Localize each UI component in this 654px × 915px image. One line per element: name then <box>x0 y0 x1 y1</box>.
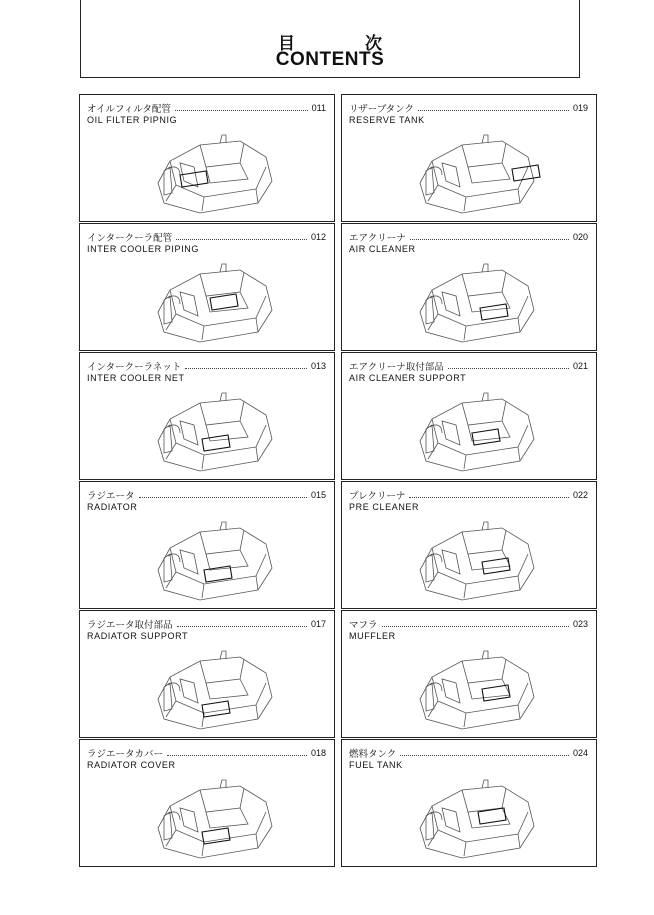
excavator-reserve-tank-illustration <box>402 123 542 219</box>
entry-japanese-title: エアクリーナ <box>349 232 406 243</box>
leader-dots <box>177 626 307 627</box>
entry-japanese-title: インタークーラネット <box>87 361 182 372</box>
leader-dots <box>175 110 308 111</box>
entry-english-title: PRE CLEANER <box>349 502 420 512</box>
excavator-inter-cooler-net-illustration <box>140 381 280 477</box>
contents-entry-011[interactable] <box>79 94 335 222</box>
entry-page-number: 017 <box>310 618 326 629</box>
excavator-pre-cleaner-illustration <box>402 510 542 606</box>
excavator-air-cleaner-support-illustration <box>402 381 542 477</box>
leader-dots <box>409 497 569 498</box>
excavator-air-cleaner-illustration <box>402 252 542 348</box>
entry-page-number: 018 <box>310 747 326 758</box>
entry-english-title: INTER COOLER NET <box>87 373 185 383</box>
entry-english-title: AIR CLEANER <box>349 244 416 254</box>
entry-japanese-line <box>349 746 588 759</box>
leader-dots <box>448 368 569 369</box>
contents-entry-022[interactable] <box>341 481 597 609</box>
entry-page-number: 012 <box>310 231 326 242</box>
leader-dots <box>139 497 307 498</box>
leader-dots <box>176 239 307 240</box>
entry-english-title: FUEL TANK <box>349 760 403 770</box>
entry-japanese-title: プレクリーナ <box>349 490 406 501</box>
entry-japanese-title: オイルフィルタ配管 <box>87 103 171 114</box>
title-english: CONTENTS <box>275 49 385 70</box>
entry-page-number: 020 <box>572 231 588 242</box>
entry-japanese-title: マフラ <box>349 619 378 630</box>
entry-page-number: 024 <box>572 747 588 758</box>
entry-japanese-line <box>349 488 588 501</box>
entry-japanese-title: インタークーラ配管 <box>87 232 173 243</box>
contents-entry-015[interactable] <box>79 481 335 609</box>
entry-japanese-title: エアクリーナ取付部品 <box>349 361 444 372</box>
contents-title-box <box>80 0 580 78</box>
title-jp-right: 次 <box>365 34 382 54</box>
entry-japanese-line <box>87 230 326 243</box>
entry-page-number: 022 <box>572 489 588 500</box>
entry-page-number: 011 <box>311 102 326 113</box>
contents-entry-018[interactable] <box>79 739 335 867</box>
excavator-radiator-cover-illustration <box>140 768 280 864</box>
leader-dots <box>382 626 569 627</box>
leader-dots <box>167 755 307 756</box>
entry-japanese-line <box>349 359 588 372</box>
entry-japanese-title: ラジエータカバー <box>87 748 164 759</box>
entry-english-title: RADIATOR COVER <box>87 760 176 770</box>
excavator-radiator-illustration <box>140 510 280 606</box>
entry-page-number: 019 <box>572 102 588 113</box>
entry-japanese-line <box>87 746 326 759</box>
leader-dots <box>400 755 569 756</box>
contents-entry-019[interactable] <box>341 94 597 222</box>
entry-page-number: 013 <box>310 360 326 371</box>
contents-entry-023[interactable] <box>341 610 597 738</box>
entry-japanese-line <box>349 617 588 630</box>
entry-japanese-line <box>349 230 588 243</box>
entry-english-title: RADIATOR <box>87 502 138 512</box>
contents-entry-020[interactable] <box>341 223 597 351</box>
entry-japanese-title: ラジエータ <box>87 490 135 501</box>
entry-japanese-line <box>87 617 326 630</box>
excavator-inter-cooler-piping-illustration <box>140 252 280 348</box>
contents-entry-024[interactable] <box>341 739 597 867</box>
entry-english-title: RESERVE TANK <box>349 115 425 125</box>
contents-grid <box>79 94 588 872</box>
entry-japanese-line <box>87 488 326 501</box>
entry-japanese-title: 燃料タンク <box>349 748 397 759</box>
excavator-oil-filter-piping-illustration <box>140 123 280 219</box>
leader-dots <box>418 110 569 111</box>
entry-japanese-title: リザーブタンク <box>349 103 414 114</box>
entry-english-title: AIR CLEANER SUPPORT <box>349 373 467 383</box>
excavator-fuel-tank-illustration <box>402 768 542 864</box>
contents-entry-013[interactable] <box>79 352 335 480</box>
entry-page-number: 023 <box>572 618 588 629</box>
excavator-muffler-illustration <box>402 639 542 735</box>
title-jp-left: 目 <box>278 34 295 54</box>
contents-entry-021[interactable] <box>341 352 597 480</box>
entry-japanese-line <box>87 101 326 114</box>
entry-page-number: 021 <box>572 360 588 371</box>
contents-entry-017[interactable] <box>79 610 335 738</box>
entry-english-title: INTER COOLER PIPING <box>87 244 199 254</box>
entry-english-title: RADIATOR SUPPORT <box>87 631 189 641</box>
excavator-radiator-support-illustration <box>140 639 280 735</box>
entry-japanese-title: ラジエータ取付部品 <box>87 619 173 630</box>
entry-japanese-line <box>87 359 326 372</box>
entry-english-title: MUFFLER <box>349 631 396 641</box>
leader-dots <box>185 368 307 369</box>
leader-dots <box>410 239 569 240</box>
entry-page-number: 015 <box>310 489 326 500</box>
entry-japanese-line <box>349 101 588 114</box>
contents-entry-012[interactable] <box>79 223 335 351</box>
entry-english-title: OIL FILTER PIPNIG <box>87 115 178 125</box>
